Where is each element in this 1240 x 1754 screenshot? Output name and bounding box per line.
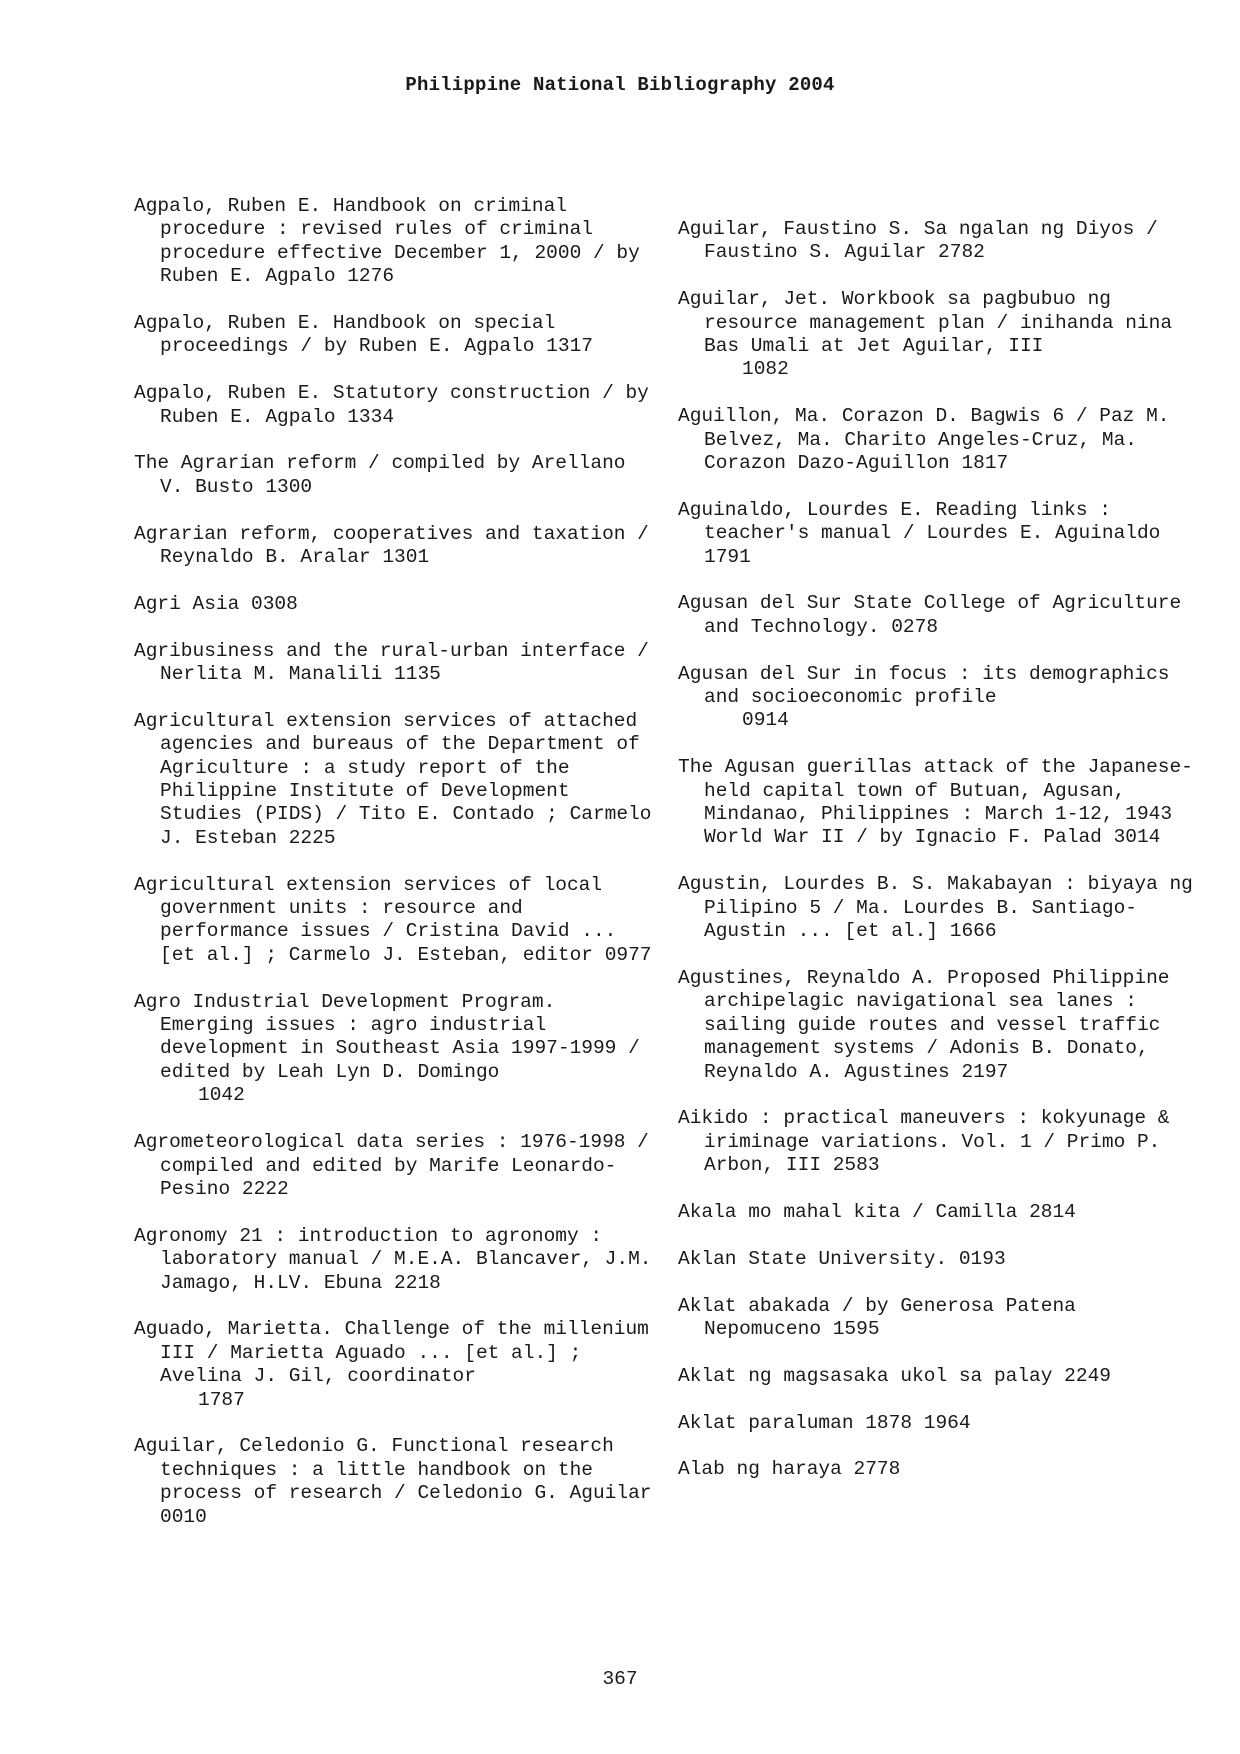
entry-number: 1787 [198,1388,245,1411]
bib-entry [134,710,654,850]
bib-entry [134,452,654,499]
entry-text: Alab ng haraya [678,1458,842,1481]
entry-number: 1595 [832,1317,880,1340]
entry-text: Agrometeorological data series : 1976-1998 / compiled and edited by Marife Leonardo-Pesino [134,1131,649,1200]
entry-number: 2197 [961,1060,1009,1083]
entry-number: 2249 [1064,1364,1111,1387]
entry-text: Agricultural extension services of local government units : resource and performance issues / Cristina David ... [et al.] ; Carmelo J. Esteban, editor [134,873,617,966]
bib-entry [678,1295,1198,1342]
entry-number: 1082 [742,358,789,381]
entry-text: Agusan del Sur State College of Agriculture and Technology. [678,592,1182,638]
entry-text: Aklat paraluman [678,1411,854,1434]
entry-number: 1334 [347,405,395,428]
entry-text: Agpalo, Ruben E. Handbook on criminal procedure : revised rules of criminal procedure effective December 1, 2000 / by Ruben E. Agpalo [134,195,640,288]
entry-number: 2225 [288,826,336,849]
bib-entry [134,382,654,429]
bib-entry [134,1318,654,1412]
entry-text: Aguilar, Faustino S. Sa ngalan ng Diyos / Faustino S. Aguilar [678,218,1158,264]
entry-text: Agustin, Lourdes B. S. Makabayan : biyaya ng Pilipino 5 / Ma. Lourdes B. Santiago-Agustin ... [et al.] [678,873,1193,943]
bib-entry [678,592,1198,639]
entry-number: 1301 [382,546,430,569]
bib-entry [678,499,1198,569]
page-number: 367 [602,1668,638,1690]
entry-number: 1817 [961,452,1009,475]
entry-text: Agusan del Sur in focus : its demographics and socioeconomic profile [678,662,1170,709]
entry-text: Agro Industrial Development Program. Emerging issues : agro industrial development in Southeast Asia 1997-1999 / edited by Leah Lyn D. Domingo [134,990,640,1083]
entry-text: Agribusiness and the rural-urban interface / Nerlita M. Manalili [134,639,649,686]
entry-text: Agronomy 21 : introduction to agronomy : laboratory manual / M.E.A. Blancaver, J.M. Jamago, H.LV. Ebuna [134,1224,652,1294]
entry-number: 2583 [832,1154,880,1177]
bib-entry [134,1435,654,1529]
entry-number: 2782 [938,241,985,264]
entry-number: 1276 [347,265,395,288]
entry-text: The Agrarian reform / compiled by Arellano V. Busto [134,452,626,498]
entry-number: 2222 [241,1177,289,1200]
bib-entry [134,312,654,359]
bib-entry [678,756,1198,850]
entry-number: 1042 [198,1084,245,1107]
entry-text: Aguilar, Celedonio G. Functional research techniques : a little handbook on the process of research / Celedonio G. Aguilar [134,1435,652,1505]
entry-number: 1135 [394,663,441,686]
bib-entry [678,218,1198,265]
bib-entry [134,640,654,687]
entry-number: 0193 [958,1247,1006,1270]
bib-entry [134,1225,654,1295]
entry-number: 0977 [604,943,652,966]
entry-text: Agpalo, Ruben E. Statutory construction / by Ruben E. Agpalo [134,382,649,428]
bib-entry [678,1248,1198,1271]
entry-number: 1300 [265,475,313,498]
entry-text: Agrarian reform, cooperatives and taxation / Reynaldo B. Aralar [134,522,649,569]
entry-number: 1791 [704,545,751,568]
entry-number: 0308 [251,592,298,615]
bib-entry [678,967,1198,1084]
entry-number: 0010 [160,1505,207,1528]
right-column [678,218,1198,1505]
entry-number: 0278 [891,615,939,638]
bib-entry [678,663,1198,733]
bib-entry [678,1412,1198,1435]
bib-entry [134,1131,654,1201]
entry-text: Aklat ng magsasaka ukol sa palay [678,1364,1053,1387]
bib-entry [678,1365,1198,1388]
entry-number: 1666 [949,920,997,943]
entry-number: 1317 [546,335,593,358]
page-title: Philippine National Bibliography 2004 [405,74,835,96]
entry-number: 3014 [1113,826,1161,849]
entry-text: Aguilar, Jet. Workbook sa pagbubuo ng resource management plan / inihanda nina Bas Umali at Jet Aguilar, III [678,288,1173,358]
entry-number: 2814 [1029,1200,1076,1223]
entry-number: 2218 [394,1271,441,1294]
bib-entry [678,1458,1198,1481]
entry-text: Aguado, Marietta. Challenge of the millenium III / Marietta Aguado ... [et al.] ; Avelina J. Gil, coordinator [134,1318,649,1388]
entry-text: Aguinaldo, Lourdes E. Reading links : teacher's manual / Lourdes E. Aguinaldo [678,498,1161,545]
entry-text: Agustines, Reynaldo A. Proposed Philippine archipelagic navigational sea lanes : sailing guide routes and vessel traffic management systems / Adonis B. Donato, Reynaldo A. Agustines [678,966,1170,1083]
entry-text: Aguillon, Ma. Corazon D. Bagwis 6 / Paz M. Belvez, Ma. Charito Angeles-Cruz, Ma. Corazon Dazo-Aguillon [678,405,1170,475]
bib-entry [678,1201,1198,1224]
bib-entry [134,874,654,968]
entry-text: Akala mo mahal kita / Camilla [678,1200,1018,1223]
entry-text: Agricultural extension services of attached agencies and bureaus of the Department of Agriculture : a study report of the Philippine Institute of Development Studies (PIDS) / Tito E. Contado ; Carmelo J. Esteban [134,709,652,849]
entry-number: 1878 1964 [865,1411,971,1434]
entry-text: The Agusan guerillas attack of the Japanese-held capital town of Butuan, Agusan, Mindanao, Philippines : March 1-12, 1943 World War II / by Ignacio F. Palad [678,756,1193,849]
entry-text: Aklat abakada / by Generosa Patena Nepomuceno [678,1294,1076,1340]
bib-entry [678,873,1198,943]
bib-entry [134,593,654,616]
bib-entry [678,288,1198,382]
bib-entry [134,523,654,570]
entry-text: Aikido : practical maneuvers : kokyunage & iriminage variations. Vol. 1 / Primo P. Arbon, III [678,1107,1170,1177]
bib-entry [134,195,654,289]
bib-entry [678,405,1198,475]
entry-number: 0914 [742,709,789,732]
bib-entry [678,1107,1198,1177]
bib-entry [134,991,654,1108]
entry-text: Agpalo, Ruben E. Handbook on special proceedings / by Ruben E. Agpalo [134,312,556,358]
entry-text: Agri Asia [134,592,240,615]
left-column [134,195,654,1552]
entry-number: 2778 [853,1458,901,1481]
entry-text: Aklan State University. [678,1247,948,1270]
